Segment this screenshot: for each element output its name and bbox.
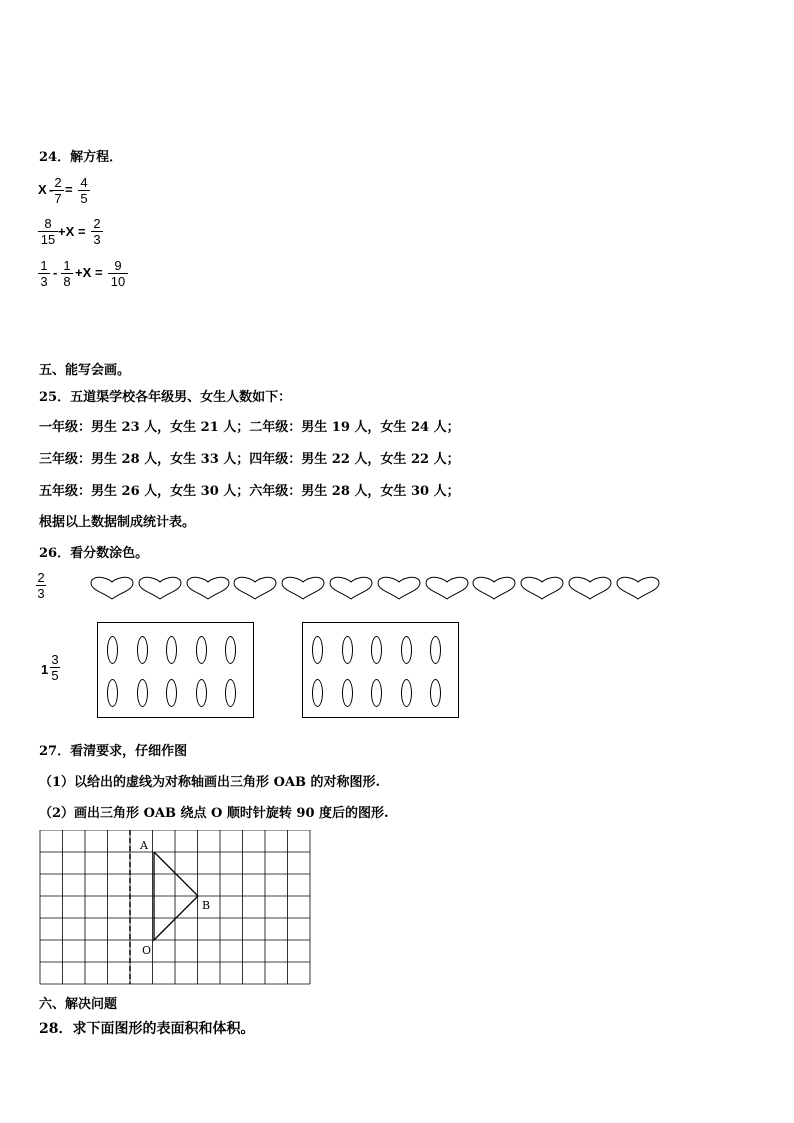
heart-shape[interactable] [377,576,421,604]
oval-shape[interactable] [196,679,207,707]
heart-shape[interactable] [281,576,325,604]
heart-shape[interactable] [138,576,182,604]
grid-lines [40,830,310,984]
eq1-fraction-1: 2 7 [52,175,64,206]
heart-shape[interactable] [520,576,564,604]
label-o: O [142,944,152,957]
q27-item-2: （2）画出三角形 OAB 绕点 O 顺时针旋转 90 度后的图形. [39,806,389,821]
eq3-fraction-2: 1 8 [61,258,73,289]
oval-shape[interactable] [107,636,118,664]
oval-shape[interactable] [430,679,441,707]
hearts-fraction: 2 3 [37,570,45,601]
heart-shape[interactable] [568,576,612,604]
heart-shape[interactable] [186,576,230,604]
oval-shape[interactable] [312,636,323,664]
drawing-grid[interactable] [38,830,314,986]
mixed-whole: 1 [41,662,49,677]
heart-shape[interactable] [472,576,516,604]
eq1-equals: = [65,182,73,197]
heart-shape[interactable] [233,576,277,604]
oval-shape[interactable] [401,679,412,707]
oval-shape[interactable] [166,679,177,707]
section-6-heading: 六、解决问题 [39,997,118,1012]
eq1-minus: - [49,182,54,197]
eq3-minus: - [53,265,58,280]
section-5-heading: 五、能写会画。 [39,363,131,378]
eq2-equals: = [78,224,86,239]
eq2-fraction-1: 8 15 [38,216,58,247]
heart-shape[interactable] [329,576,373,604]
oval-shape[interactable] [371,679,382,707]
q25-line-1: 一年级：男生 23 人，女生 21 人；二年级：男生 19 人，女生 24 人； [39,420,460,435]
eq1-var: X [38,182,47,197]
q27-title: 27．看清要求，仔细作图 [39,744,188,759]
q27-item-1: （1）以给出的虚线为对称轴画出三角形 OAB 的对称图形. [39,775,381,790]
eq1-fraction-2: 4 5 [78,175,90,206]
label-a: A [140,839,148,852]
oval-shape[interactable] [137,679,148,707]
heart-shape[interactable] [425,576,469,604]
oval-shape[interactable] [196,636,207,664]
q25-line-3: 五年级：男生 26 人，女生 30 人；六年级：男生 28 人，女生 30 人； [39,484,460,499]
oval-shape[interactable] [137,636,148,664]
oval-shape[interactable] [342,636,353,664]
q25-line-4: 根据以上数据制成统计表。 [39,515,196,530]
q25-title: 25．五道渠学校各年级男、女生人数如下： [39,390,292,405]
q25-line-2: 三年级：男生 28 人，女生 33 人；四年级：男生 22 人，女生 22 人； [39,452,460,467]
heart-shape[interactable] [616,576,660,604]
oval-shape[interactable] [166,636,177,664]
oval-shape[interactable] [371,636,382,664]
eq3-fraction-3: 9 10 [108,258,128,289]
oval-shape[interactable] [312,679,323,707]
label-b: B [202,899,211,912]
heart-shape[interactable] [90,576,134,604]
oval-shape[interactable] [225,636,236,664]
q28-title: 28．求下面图形的表面积和体积。 [39,1021,255,1037]
eq3-fraction-1: 1 3 [38,258,50,289]
q26-title: 26．看分数涂色。 [39,546,149,561]
eq2-fraction-2: 2 3 [91,216,103,247]
eq3-equals: = [95,265,103,280]
oval-shape[interactable] [401,636,412,664]
oval-shape[interactable] [225,679,236,707]
oval-shape[interactable] [430,636,441,664]
eq3-plus-x: +X [75,265,92,280]
oval-shape[interactable] [107,679,118,707]
q24-title: 24．解方程． [39,150,123,165]
oval-shape[interactable] [342,679,353,707]
mixed-fraction: 3 5 [51,652,59,683]
eq2-plus-x: +X [58,224,75,239]
